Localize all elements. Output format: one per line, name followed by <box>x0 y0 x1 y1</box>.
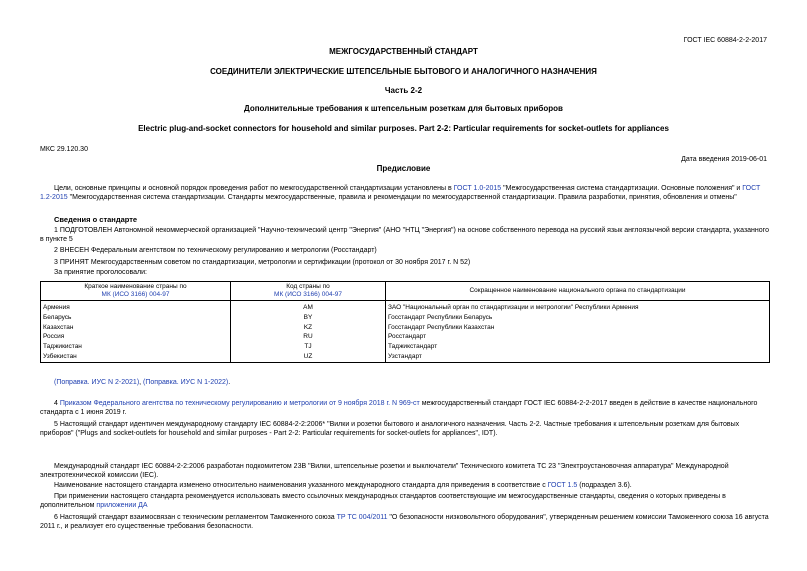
document-subtitle-ru: Дополнительные требования к штепсельным розеткам для бытовых приборов <box>244 104 563 113</box>
document-title-en: Electric plug-and-socket connectors for household and similar purposes. Part 2-2: Particular requirements for socket-outlets for appliances <box>138 124 669 133</box>
tr-ts-004-2011-link[interactable]: ТР ТС 004/2011 <box>336 514 388 521</box>
info-item-1: 1 ПОДГОТОВЛЕН Автономной некоммерческой организацией "Научно-технический центр "Энергия" (АНО "НТЦ "Энергия") на основе собственного перевода на русский язык англоязычной версии стандарта, указанного в пункте 5 <box>40 227 769 244</box>
info-item-6: 6 Настоящий стандарт взаимосвязан с техническим регламентом Таможенного союза ТР ТС 004/2011 "О безопасности низковольтного оборудования", утвержденным решением комиссии Таможенного союза 16 августа 2011 г., и реализует его существенные требования безопасности. <box>40 514 769 531</box>
table-row: Армения AM ЗАО "Национальный орган по стандартизации и метрологии" Республики Армения <box>41 301 770 313</box>
countries-table <box>40 281 770 363</box>
name-change-paragraph: Наименование настоящего стандарта изменено относительно наименования указанного международного стандарта для приведения в соответствие с ГОСТ 1.5 (подраздел 3.6). <box>54 482 632 489</box>
mk-iso-3166-link[interactable]: МК (ИСО 3166) 004-97 <box>101 291 170 298</box>
voted-label: За принятие проголосовали: <box>54 269 147 276</box>
mks-code: МКС 29.120.30 <box>40 146 88 153</box>
mk-iso-3166-link[interactable]: МК (ИСО 3166) 004-97 <box>274 291 342 298</box>
document-title-ru: СОЕДИНИТЕЛИ ЭЛЕКТРИЧЕСКИЕ ШТЕПСЕЛЬНЫЕ БЫТОВОГО И АНАЛОГИЧНОГО НАЗНАЧЕНИЯ <box>210 67 597 76</box>
standard-info-heading: Сведения о стандарте <box>54 215 138 224</box>
table-header-row <box>41 282 770 301</box>
amendment-link-1-2022[interactable]: (Поправка. ИУС N 1-2022) <box>143 379 229 386</box>
info-item-2: 2 ВНЕСЕН Федеральным агентством по техническому регулированию и метрологии (Росстандарт) <box>54 247 377 254</box>
table-row: Узбекистан UZ Узстандарт <box>41 352 770 362</box>
rosstandart-order-link[interactable]: Приказом Федерального агентства по техническому регулированию и метрологии от 9 ноября 2018 г. N 969-ст <box>59 400 420 407</box>
preface-heading: Предисловие <box>376 164 431 173</box>
document-part: Часть 2-2 <box>384 86 423 95</box>
application-paragraph: При применении настоящего стандарта рекомендуется использовать вместо ссылочных международных стандартов соответствующие им межгосударственные стандарты, сведения о которых приведены в дополнительном приложении ДА <box>40 493 726 510</box>
annex-da-link[interactable]: приложении ДА <box>96 502 148 510</box>
table-row: Беларусь BY Госстандарт Республики Беларусь <box>41 313 770 323</box>
column-header-code: Код страны по МК (ИСО 3166) 004-97 <box>231 282 386 301</box>
gost-1-5-link[interactable]: ГОСТ 1.5 <box>547 482 578 489</box>
info-item-3: 3 ПРИНЯТ Межгосударственным советом по стандартизации, метрологии и сертификации (протокол от 30 ноября 2017 г. N 52) <box>54 259 471 266</box>
gost-1-0-link[interactable]: ГОСТ 1.0-2015 <box>453 185 502 192</box>
table-row: Россия RU Росстандарт <box>41 332 770 342</box>
info-item-4: 4 Приказом Федерального агентства по техническому регулированию и метрологии от 9 ноября 2018 г. N 969-ст межгосударственный стандарт ГОСТ IEC 60884-2-2-2017 введен в действие в качестве национального стандарта с 1 июня 2019 г. <box>40 400 758 417</box>
gost-1-2-link[interactable]: ГОСТ 1.2-2015 <box>40 185 761 202</box>
introduction-date: Дата введения 2019-06-01 <box>681 156 767 163</box>
column-header-country: Краткое наименование страны по МК (ИСО 3166) 004-97 <box>41 282 231 301</box>
table-row: Казахстан KZ Госстандарт Республики Казахстан <box>41 323 770 333</box>
iec-origin-paragraph: Международный стандарт IEC 60884-2-2:2006 разработан подкомитетом 23В "Вилки, штепсельные розетки и выключатели" Технического комитета ТС 23 "Электроустановочная аппаратура" Международной электротехнической комиссии (IEC). <box>40 463 729 480</box>
standard-type: МЕЖГОСУДАРСТВЕННЫЙ СТАНДАРТ <box>329 47 478 56</box>
preface-paragraph: Цели, основные принципы и основной порядок проведения работ по межгосударственной стандартизации установлены в ГОСТ 1.0-2015 "Межгосударственная система стандартизации. Основные положения" и ГОСТ 1.2-2015 "Межгосударственная система стандартизации. Стандарты межгосударственные, правила и рекомендации по межгосударственной стандартизации. Правила разработки, принятия, обновления и отмены" <box>40 185 761 202</box>
amendments-line: (Поправка. ИУС N 2-2021), (Поправка. ИУС N 1-2022). <box>54 379 231 386</box>
table-row: Таджикистан TJ Таджикстандарт <box>41 342 770 352</box>
document-code: ГОСТ IEC 60884-2-2-2017 <box>683 37 767 44</box>
column-header-body: Сокращенное наименование национального органа по стандартизации <box>386 282 770 301</box>
info-item-5: 5 Настоящий стандарт идентичен международному стандарту IEC 60884-2-2:2006* "Вилки и розетки бытового и аналогичного назначения. Часть 2-2. Частные требования к штепсельным розеткам для бытовых приборов" ("Plugs and socket-outlets for household and similar purposes - Part 2-2: Particular requirements for socket-outlets for appliances", IDT). <box>40 421 740 438</box>
amendment-link-2-2021[interactable]: (Поправка. ИУС N 2-2021) <box>54 379 140 386</box>
